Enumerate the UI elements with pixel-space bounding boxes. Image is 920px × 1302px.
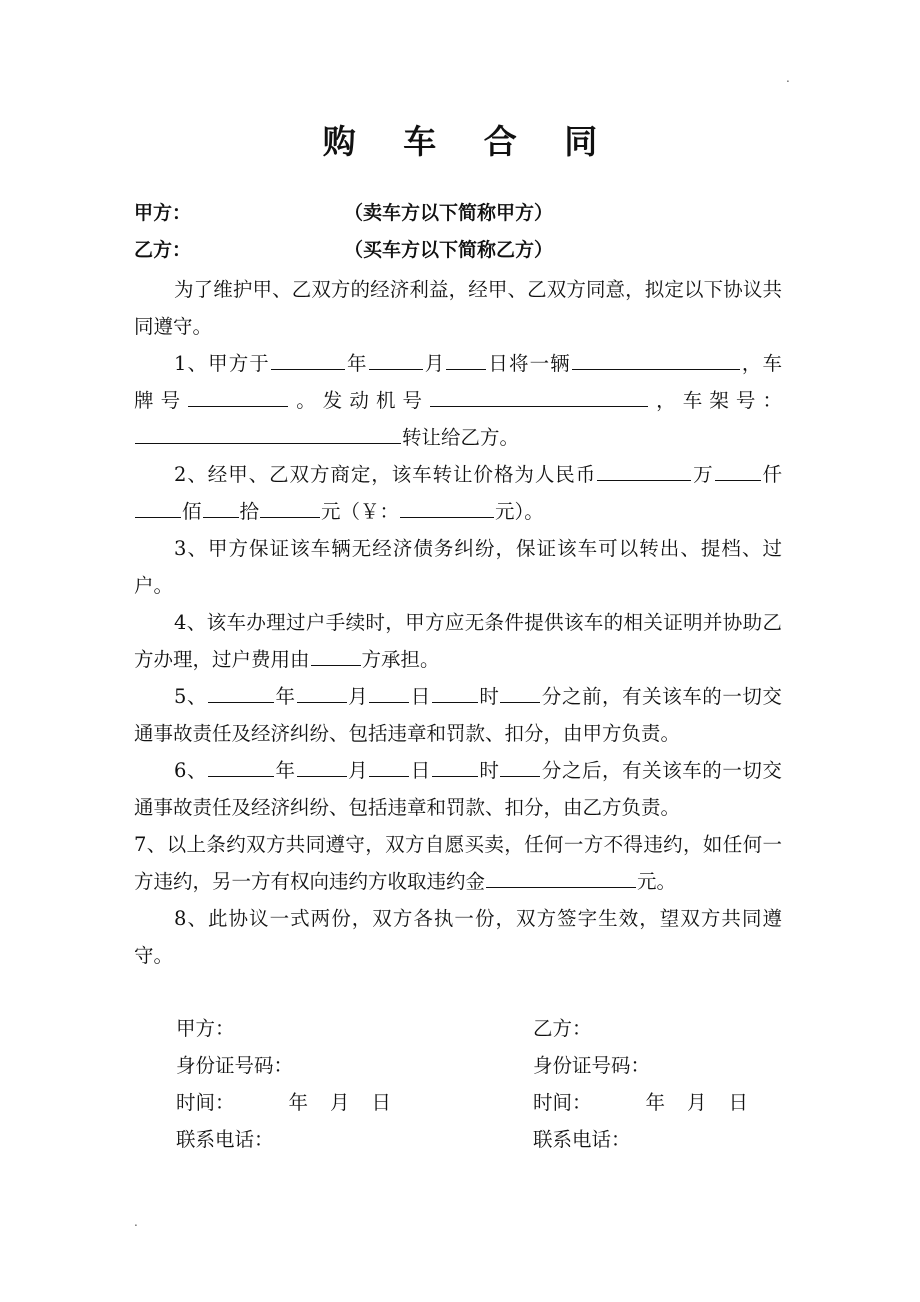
clause-7-text-2: 元。 xyxy=(637,870,677,893)
fill-blank-day[interactable] xyxy=(369,683,409,703)
fill-blank-bai[interactable] xyxy=(135,498,181,518)
fill-blank-month[interactable] xyxy=(369,350,423,370)
fill-blank-day[interactable] xyxy=(446,350,486,370)
contract-body xyxy=(134,271,782,974)
clause-1-text-4: 日将一辆 xyxy=(487,352,571,375)
signature-block-party-b xyxy=(533,1010,833,1158)
clause-6-text-1: 6、 xyxy=(174,759,207,782)
clause-5-text-2: 年 xyxy=(275,685,296,708)
fill-blank-fee-party[interactable] xyxy=(311,646,361,666)
clause-6-text-4: 日 xyxy=(410,759,431,782)
clause-5-text-4: 日 xyxy=(410,685,431,708)
signature-day-label: 日 xyxy=(728,1091,749,1114)
signature-party-a-label: 甲方： xyxy=(176,1017,235,1040)
clause-1-text-3: 月 xyxy=(423,352,446,375)
fill-blank-hour[interactable] xyxy=(432,757,478,777)
signature-party-b-phone-label: 联系电话： xyxy=(533,1128,631,1151)
party-b-label: 乙方： xyxy=(134,239,192,261)
signature-party-b-label: 乙方： xyxy=(533,1017,592,1040)
signature-party-a-time-row xyxy=(176,1084,506,1121)
clause-1-text-5: ，车牌号 xyxy=(134,352,782,412)
clause-2-text-6: 元（￥： xyxy=(321,500,400,523)
clause-2 xyxy=(134,456,782,530)
signature-party-a-id-label: 身份证号码： xyxy=(176,1054,294,1077)
clause-1-text-6: 。发动机号 xyxy=(289,389,430,412)
fill-blank-yuan[interactable] xyxy=(260,498,320,518)
signature-block-party-a xyxy=(176,1010,506,1158)
clause-7 xyxy=(134,826,782,900)
fill-blank-year[interactable] xyxy=(208,683,274,703)
clause-6 xyxy=(134,752,782,826)
fill-blank-penalty[interactable] xyxy=(486,868,636,888)
fill-blank-shi[interactable] xyxy=(203,498,239,518)
signature-party-b-id-label: 身份证号码： xyxy=(533,1054,651,1077)
signature-month-label: 月 xyxy=(330,1091,350,1114)
clause-4-text-2: 方承担。 xyxy=(361,648,440,671)
signature-year-label: 年 xyxy=(645,1091,666,1114)
party-a-label: 甲方： xyxy=(134,202,192,224)
clause-1-text-8: 转让给乙方。 xyxy=(402,426,520,449)
clause-1-text-7: ，车架号： xyxy=(649,389,782,412)
clause-7-text-1: 7、以上条约双方共同遵守，双方自愿买卖，任何一方不得违约，如任何一方违约，另一方有权向违约方收取违约金 xyxy=(134,833,782,893)
fill-blank-plate-number[interactable] xyxy=(188,387,288,407)
fill-blank-minute[interactable] xyxy=(500,757,540,777)
fill-blank-amount[interactable] xyxy=(400,498,494,518)
fill-blank-year[interactable] xyxy=(208,757,274,777)
clause-4-text-1: 4、该车办理过户手续时，甲方应无条件提供该车的相关证明并协助乙方办理，过户费用由 xyxy=(134,611,782,671)
clause-2-text-7: 元）。 xyxy=(495,500,544,523)
party-a-note: （卖车方以下简称甲方） xyxy=(344,202,554,224)
clause-4 xyxy=(134,604,782,678)
clause-2-text-4: 佰 xyxy=(182,500,202,523)
party-b-note: （买车方以下简称乙方） xyxy=(344,239,554,261)
corner-dot-top-right: . xyxy=(786,71,790,85)
fill-blank-engine-number[interactable] xyxy=(430,387,648,407)
fill-blank-vehicle[interactable] xyxy=(572,350,740,370)
signature-party-a-phone-label: 联系电话： xyxy=(176,1128,274,1151)
clause-5 xyxy=(134,678,782,752)
signature-day-label: 日 xyxy=(371,1091,392,1114)
clause-5-text-1: 5、 xyxy=(174,685,207,708)
corner-dot-bottom-left: . xyxy=(134,1215,138,1229)
fill-blank-frame-number[interactable] xyxy=(135,424,401,444)
signature-year-label: 年 xyxy=(288,1091,309,1114)
clause-6-text-2: 年 xyxy=(275,759,296,782)
signature-month-label: 月 xyxy=(687,1091,707,1114)
signature-party-b-time-row xyxy=(533,1084,833,1121)
clause-1-text-2: 年 xyxy=(345,352,368,375)
fill-blank-minute[interactable] xyxy=(500,683,540,703)
intro-paragraph: 为了维护甲、乙双方的经济利益，经甲、乙双方同意，拟定以下协议共同遵守。 xyxy=(134,278,782,338)
clause-5-text-6: 分之前，有关该车的一切交通事故责任及经济纠纷、包括违章和罚款、扣分，由甲方负责。 xyxy=(134,685,782,745)
clause-6-text-6: 分之后，有关该车的一切交通事故责任及经济纠纷、包括违章和罚款、扣分，由乙方负责。 xyxy=(134,759,782,819)
fill-blank-hour[interactable] xyxy=(432,683,478,703)
clause-2-text-1: 2、经甲、乙双方商定，该车转让价格为人民币 xyxy=(174,463,597,486)
fill-blank-day[interactable] xyxy=(369,757,409,777)
signature-time-label: 时间： xyxy=(176,1091,235,1114)
fill-blank-month[interactable] xyxy=(297,683,347,703)
clause-2-text-3: 仟 xyxy=(761,463,782,486)
clause-1-text-1: 1、甲方于 xyxy=(174,352,270,375)
clause-1 xyxy=(134,345,782,456)
fill-blank-month[interactable] xyxy=(297,757,347,777)
clause-8: 8、此协议一式两份，双方各执一份，双方签字生效，望双方共同遵守。 xyxy=(134,907,782,967)
clause-2-text-5: 拾 xyxy=(239,500,260,523)
fill-blank-qian[interactable] xyxy=(715,461,761,481)
clause-3: 3、甲方保证该车辆无经济债务纠纷，保证该车可以转出、提档、过户。 xyxy=(134,537,782,597)
clause-5-text-3: 月 xyxy=(347,685,369,708)
signature-time-label: 时间： xyxy=(533,1091,592,1114)
clause-6-text-5: 时 xyxy=(478,759,500,782)
clause-2-text-2: 万 xyxy=(692,463,714,486)
fill-blank-year[interactable] xyxy=(271,350,345,370)
clause-6-text-3: 月 xyxy=(347,759,369,782)
page-title: 购 车 合 同 xyxy=(322,122,616,161)
fill-blank-wan[interactable] xyxy=(597,461,691,481)
clause-5-text-5: 时 xyxy=(478,685,500,708)
